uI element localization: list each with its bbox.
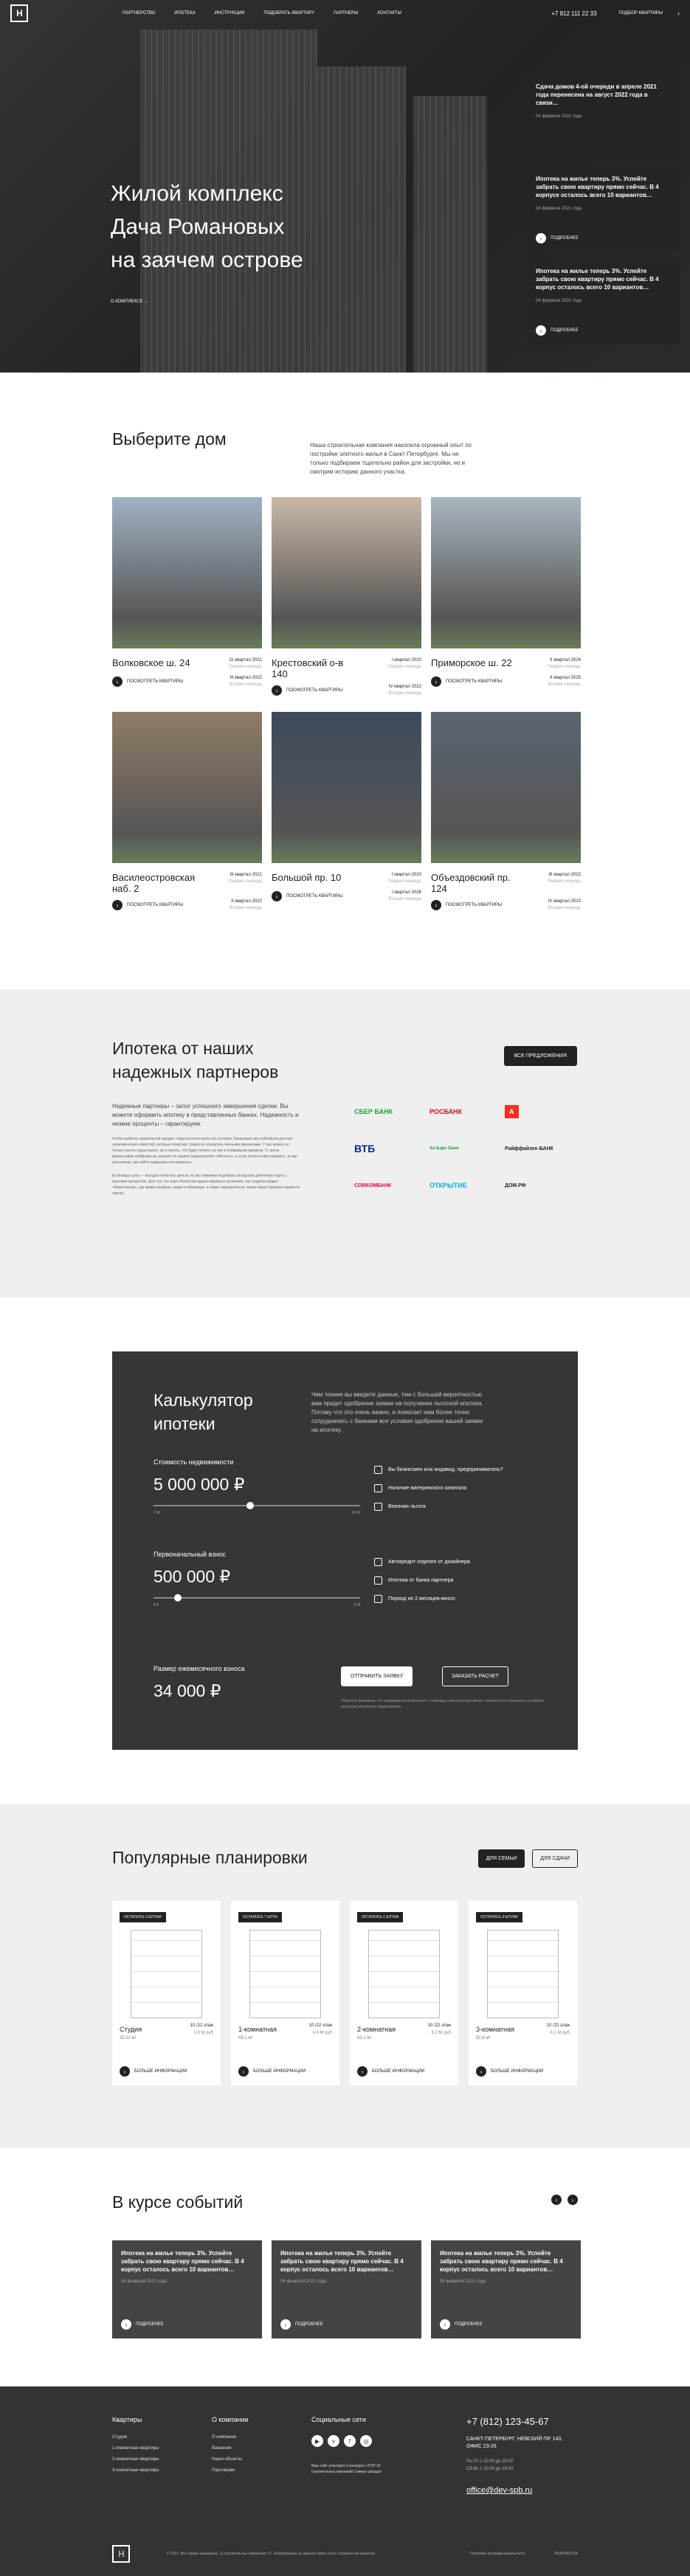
house-dates: II квартал 2024 Первая очередь [547, 658, 581, 669]
house-photo[interactable] [272, 497, 421, 648]
arrow-right-icon[interactable]: › [121, 2319, 131, 2330]
nav-item[interactable]: ИПОТЕКА [174, 11, 196, 15]
more-info-link[interactable]: БОЛЬШЕ ИНФОРМАЦИИ [253, 2069, 306, 2074]
popular-plans-section [0, 1804, 690, 2148]
more-info-link[interactable]: БОЛЬШЕ ИНФОРМАЦИИ [491, 2069, 544, 2074]
arrow-right-icon[interactable]: › [431, 900, 441, 910]
footer [0, 2386, 690, 2576]
price-value: 5 000 000 ₽ [153, 1475, 245, 1494]
bank-logo[interactable]: РОСБАНК [429, 1108, 463, 1115]
house-photo[interactable] [112, 497, 262, 648]
house-name: Василеостровская наб. 2 [112, 872, 196, 894]
house-dates: I квартал 2020 Первая очередь [387, 873, 421, 884]
house-dates: III квартал 2021 Первая очередь [228, 873, 262, 884]
section-title: Популярные планировки [112, 1848, 308, 1867]
view-apartments-link[interactable]: ПОСМОТРЕТЬ КВАРТИРЫ [446, 903, 503, 907]
footer-link[interactable]: Вакансии [212, 2446, 232, 2451]
house-dates: III квартал 2022 Первая очередь [547, 873, 581, 884]
arrow-right-icon[interactable]: › [120, 2066, 130, 2077]
arrow-right-icon[interactable]: › [357, 2066, 368, 2077]
privacy-link[interactable]: Политика конфиденциальности [470, 2552, 525, 2556]
payment-value: 34 000 ₽ [153, 1681, 221, 1700]
plan-card[interactable] [469, 1901, 577, 2085]
arrow-left-icon[interactable]: ‹ [551, 2195, 562, 2205]
tab-rent[interactable]: ДЛЯ СДАЧИ [532, 1849, 578, 1868]
footer-link[interactable]: Наши объекты [212, 2457, 242, 2462]
top-nav [0, 0, 690, 27]
section-lead: Наша строительная компания накопила огромный опыт по постройке элитного жилья в Санкт-Петербурге. Мы не только подбираем тщательно район для застройки, но и смотрим историю данного участка. [310, 442, 472, 475]
floor-plan-image[interactable] [368, 1930, 440, 2018]
plan-floor: 10 /22 этаж 6.2 М руб [427, 2023, 451, 2035]
bank-logo[interactable]: СОВКОМБАНК [354, 1183, 392, 1188]
house-card[interactable]: Большой пр. 10 I квартал 2020 Первая очередь › ПОСМОТРЕТЬ КВАРТИРЫ I квартал 2026 Вторая очередь [272, 712, 421, 912]
bank-logo[interactable]: Ак Барс Банк [429, 1146, 459, 1151]
nav-item[interactable]: ПОДОБРАТЬ КВАРТИРУ [263, 11, 315, 15]
house-dates: 11 квартал 2021 Первая очередь [228, 658, 262, 669]
plan-area: 55,1 м² [357, 2036, 372, 2040]
footer-link[interactable]: Партнерам [212, 2468, 235, 2473]
fee-slider[interactable] [153, 1597, 360, 1599]
news-card[interactable]: Ипотека на жилье теперь 3%. Успейте забрать свою квартиру прямо сейчас. В 4 корпусе осталось всего 10 вариантов… 04 февраля 2021 года › ПОДРОБНЕЕ [527, 166, 680, 252]
plan-floor: 10 /22 этаж 3.9 М руб [190, 2023, 213, 2035]
view-apartments-link[interactable]: ПОСМОТРЕТЬ КВАРТИРЫ [286, 894, 343, 899]
arrow-right-icon[interactable]: › [272, 685, 282, 696]
event-title: Ипотека на жилье теперь 3%. Успейте забрать свою квартиру прямо сейчас. В 4 корпус осталось всего 10 вариантов… [440, 2250, 563, 2273]
footer-social: Социальные сети ▶ v f ◎ Ваш сайт участвует в конкурсе «ТОП-10 строительных компаний Северо-запада» [311, 2416, 444, 2482]
arrow-right-icon[interactable]: › [112, 900, 123, 910]
chevron-right-icon[interactable]: › [677, 10, 680, 17]
arrow-right-icon[interactable]: › [272, 891, 282, 901]
logo[interactable]: H [10, 4, 28, 22]
floor-plan-image[interactable] [249, 1930, 321, 2018]
mortgage-section [0, 989, 690, 1298]
footer-apartments: Квартиры Студии 1-комнатные квартиры 2-комнатные квартиры 3-комнатные квартиры [112, 2416, 212, 2482]
checkbox[interactable]: Военная льгота [374, 1503, 426, 1511]
event-title: Ипотека на жилье теперь 3%. Успейте забрать свою квартиру прямо сейчас. В 4 корпус осталось всего 10 вариантов… [121, 2250, 244, 2273]
floor-plan-image[interactable] [487, 1930, 559, 2018]
event-date: 04 февраля 2021 года [280, 2279, 327, 2284]
nav-item[interactable]: ПАРТНЕРЫ [334, 11, 359, 15]
section-title: В курсе событий [112, 2192, 244, 2212]
calculator-note: Обратите внимание, что предварительный расчет с помощью калькулятора может отличаться от реальных условий и расходов ипотечного предложения. [341, 1699, 545, 1709]
arrow-right-icon: → [144, 300, 149, 304]
house-photo[interactable] [431, 712, 581, 863]
mortgage-text: Надежные партнеры – залог успешного завершения сделки. Вы можете оформить ипотеку в представленных банках. Надежность и низкие проценты – гарантируем. [112, 1103, 299, 1127]
arrow-right-icon[interactable]: › [567, 2195, 578, 2205]
checkbox[interactable]: Наличие материнского капитала [374, 1484, 466, 1492]
checkbox[interactable]: Период не 2 месяцев-много [374, 1595, 455, 1603]
footer-contacts [466, 2416, 577, 2495]
view-apartments-link[interactable]: ПОСМОТРЕТЬ КВАРТИРЫ [446, 679, 503, 684]
pick-apartment-link[interactable]: ПОДБОР КВАРТИРЫ [618, 11, 663, 15]
view-apartments-link[interactable]: ПОСМОТРЕТЬ КВАРТИРЫ [127, 679, 184, 684]
arrow-right-icon[interactable]: › [476, 2066, 486, 2077]
footer-hours: Пн-Пт с 10:00 до 20:00 Сб-Вс с 10:00 до 18:00 [466, 2459, 514, 2471]
event-date: 04 февраля 2021 года [121, 2279, 168, 2284]
bank-logo[interactable]: ОТКРЫТИЕ [429, 1182, 467, 1189]
plan-card[interactable] [112, 1901, 221, 2085]
event-card[interactable] [272, 2240, 421, 2338]
nav-item[interactable]: ИНСТРУКЦИИ [214, 11, 245, 15]
house-photo[interactable] [112, 712, 262, 863]
nav-item[interactable]: ПАРТНЕРСТВО [123, 11, 156, 15]
footer-link[interactable]: 2-комнатные квартиры [112, 2457, 159, 2462]
hero-news [527, 74, 680, 350]
house-name: Большой пр. 10 [272, 872, 342, 883]
plan-area: 43,1 м² [238, 2036, 253, 2040]
house-name: Крестовский о-в 140 [272, 657, 344, 679]
arrow-right-icon: › [536, 233, 546, 243]
all-offers-button[interactable]: ВСЕ ПРЕДЛОЖЕНИЯ [504, 1046, 577, 1066]
remaining-badge: ОСТАЛОСЬ 3 ШТУКИ [120, 1912, 166, 1922]
event-card[interactable] [112, 2240, 262, 2338]
arrow-right-icon[interactable]: › [112, 676, 123, 687]
checkbox[interactable]: Вы бизнесмен или индивид. предприниматель? [374, 1466, 503, 1474]
house-card[interactable]: Волковское ш. 24 11 квартал 2021 Первая очередь › ПОСМОТРЕТЬ КВАРТИРЫ III квартал 2022 Вторая очередь [112, 497, 262, 697]
plan-name: 1-комнатная [238, 2026, 277, 2033]
header-phone[interactable]: +7 812 111 22 33 [551, 10, 597, 17]
nav-item[interactable]: КОНТАКТЫ [377, 11, 401, 15]
calculator-section [0, 1298, 690, 1804]
bank-logo[interactable]: Райффайзен БАНК [505, 1146, 553, 1152]
footer-email[interactable]: office@dev-spb.ru [466, 2486, 533, 2495]
calculator-lead: Чем точнее вы введете данные, тем с большей вероятностью вам придет одобрение заявки на получение льготной ипотеки. Потому что это очень важно, и помогает нам более точно сотрудничать с банками все условия одобрения вашей заявки на ипотеку. [311, 1391, 483, 1433]
footer-link[interactable]: 3-комнатные квартиры [112, 2468, 159, 2473]
plan-name: 2-комнатная [357, 2026, 396, 2033]
vk-icon[interactable]: v [328, 2435, 339, 2447]
mortgage-calculator [112, 1351, 578, 1750]
checkbox[interactable]: Автокредит отделен от дизайнера [374, 1558, 470, 1566]
plan-area: 82,8 м² [476, 2036, 491, 2040]
footer-address: САНКТ-ПЕТЕРБУРГ, НЕВСКИЙ ПР. 140, ОФИС 23-26 [466, 2437, 563, 2449]
arrow-right-icon[interactable]: › [440, 2319, 450, 2330]
youtube-icon[interactable]: ▶ [311, 2435, 323, 2447]
section-title: Ипотека от наших надежных партнеров [112, 1039, 279, 1081]
footer-link[interactable]: О компании [212, 2435, 237, 2440]
more-info-link[interactable]: БОЛЬШЕ ИНФОРМАЦИИ [134, 2069, 187, 2074]
event-title: Ипотека на жилье теперь 3%. Успейте забрать свою квартиру прямо сейчас. В 4 корпус осталось всего 10 вариантов… [280, 2250, 404, 2273]
send-request-button[interactable]: ОТПРАВИТЬ ЗАЯВКУ [341, 1666, 413, 1686]
house-photo[interactable] [272, 712, 421, 863]
event-card[interactable] [431, 2240, 581, 2338]
bank-logo[interactable]: А [505, 1104, 580, 1120]
bank-logo[interactable]: ВТБ [354, 1143, 376, 1154]
view-apartments-link[interactable]: ПОСМОТРЕТЬ КВАРТИРЫ [286, 688, 343, 693]
plan-name: Студия [120, 2026, 142, 2033]
fee-value: 500 000 ₽ [153, 1567, 231, 1586]
order-calculation-button[interactable]: ЗАКАЗАТЬ РАСЧЕТ [442, 1666, 508, 1686]
choose-house-section [0, 373, 690, 989]
bank-logo[interactable]: ДОМ.РФ [505, 1183, 526, 1188]
view-apartments-link[interactable]: ПОСМОТРЕТЬ КВАРТИРЫ [127, 903, 184, 907]
copyright: © 2021. Все права защищены. О строительных компаниях ТГ. Информация на данном сайте носит справочный характер. [167, 2552, 376, 2556]
house-name: Приморское ш. 22 [431, 657, 512, 668]
developer-link[interactable]: РАЗРАБОТКА [553, 2552, 578, 2556]
footer-link[interactable]: Студии [112, 2435, 128, 2440]
instagram-icon[interactable]: ◎ [360, 2435, 372, 2447]
bank-logo[interactable]: СБЕР БАНК [354, 1108, 393, 1115]
contest-note: Ваш сайт участвует в конкурсе «ТОП-10 строительных компаний Северо-запада» [311, 2464, 382, 2474]
arrow-right-icon[interactable]: › [280, 2319, 291, 2330]
remaining-badge: ОСТАЛОСЬ 7 ШТУК [238, 1912, 282, 1922]
news-card[interactable]: Сдача домов 4-ой очереди в апреле 2021 года перенесена на август 2022 года в связи… 04 февраля 2021 года [527, 74, 680, 160]
footer-logo[interactable]: H [112, 2545, 130, 2563]
mortgage-small-text: Чтобы выбрать правильный продукт, недостаточно знать его условия. Ежедневно мы публикуем десятки экономических новостей, которые помогают грамотно управлять личными финансами. У нас можно не только узнать курсы валют, но и понять, что будет влиять на них в ближайшем времени. О своем финансовом лайфхаке вы узнаете из нашего видеопроекта «Монеты», а если хотите инвестировать, то мы расскажем, где найти надежные инструменты. [112, 1137, 297, 1165]
mortgage-small-text: Если вашу цену — выгодно оплатить деньги, то мы поможем подобрать вклад или дебетовую карту с высоким процентом. Для тех, кто ищет более выгодные варианты вложения, мы создали раздел «Инвестиции», где можно выбрать акции и облигации, а также определиться, через какого брокера привести сделку. [112, 1174, 300, 1196]
facebook-icon[interactable]: f [344, 2435, 356, 2447]
footer-link[interactable]: 1-комнатные квартиры [112, 2446, 159, 2451]
tab-family[interactable]: ДЛЯ СЕМЬИ [478, 1849, 525, 1868]
events-section [0, 2148, 690, 2386]
plan-floor: 10 /22 этаж 4.8 М руб [308, 2023, 332, 2035]
checkbox[interactable]: Ипотека от банка партнера [374, 1576, 453, 1585]
section-title: Выберите дом [112, 429, 227, 449]
house-card[interactable]: Приморское ш. 22 II квартал 2024 Первая очередь › ПОСМОТРЕТЬ КВАРТИРЫ II квартал 2025 Вторая очередь [431, 497, 581, 697]
house-name: Волковское ш. 24 [112, 657, 190, 668]
plan-card[interactable] [350, 1901, 458, 2085]
more-info-link[interactable]: БОЛЬШЕ ИНФОРМАЦИИ [372, 2069, 425, 2074]
floor-plan-image[interactable] [131, 1930, 202, 2018]
about-complex-link[interactable]: О КОМПЛЕКСЕ → [111, 300, 149, 304]
house-card[interactable]: Василеостровская наб. 2 III квартал 2021 Первая очередь › ПОСМОТРЕТЬ КВАРТИРЫ II квартал 2022 Вторая очередь [112, 712, 262, 912]
remaining-badge: ОСТАЛОСЬ 1 ШТУКА [357, 1912, 403, 1922]
remaining-badge: ОСТАЛОСЬ 3 ШТУКИ [476, 1912, 522, 1922]
bank-logos [354, 1104, 580, 1194]
details-link[interactable]: ПОДРОБНЕЕ [295, 2322, 323, 2327]
price-field: Стоимость недвижимости 5 000 000 ₽ 1 М 10 М [153, 1458, 360, 1515]
details-link[interactable]: ПОДРОБНЕЕ [136, 2322, 164, 2327]
house-card[interactable]: Крестовский о-в 140 I квартал 2020 Первая очередь › ПОСМОТРЕТЬ КВАРТИРЫ IV квартал 2022 Вторая очередь [272, 497, 421, 697]
house-name: Объездовский пр. 124 [431, 872, 511, 894]
house-dates: I квартал 2020 Первая очередь [387, 658, 421, 669]
arrow-right-icon[interactable]: › [238, 2066, 249, 2077]
news-card[interactable]: Ипотека на жилье теперь 3%. Успейте забрать свою квартиру прямо сейчас. В 4 корпус осталось всего 10 вариантов… 04 февраля 2021 года › ПОДРОБНЕЕ [527, 258, 680, 344]
event-date: 04 февраля 2021 года [440, 2279, 486, 2284]
plan-card[interactable] [231, 1901, 339, 2085]
details-link[interactable]: ПОДРОБНЕЕ [455, 2322, 483, 2327]
arrow-right-icon: › [536, 325, 546, 336]
plan-area: 32,12 м² [120, 2036, 137, 2040]
footer-company: О компании О компании Вакансии Наши объекты Партнерам [212, 2416, 311, 2482]
hero [0, 0, 690, 373]
plan-floor: 10 /22 этаж 8.1 М руб [546, 2023, 570, 2035]
calculator-title: Калькулятор ипотеки [153, 1391, 253, 1433]
plan-name: 3-комнатная [476, 2026, 514, 2033]
fee-field: Первоначальный взнос 500 000 ₽ 0 ₽ 5 М [153, 1551, 360, 1607]
house-card[interactable]: Объездовский пр. 124 III квартал 2022 Первая очередь › ПОСМОТРЕТЬ КВАРТИРЫ IV квартал 2023 Вторая очередь [431, 712, 581, 912]
hero-title: Жилой комплекс Дача Романовых на заячем острове [111, 181, 303, 272]
house-photo[interactable] [431, 497, 581, 648]
arrow-right-icon[interactable]: › [431, 676, 441, 687]
price-slider[interactable] [153, 1505, 360, 1506]
footer-phone[interactable]: +7 (812) 123-45-67 [466, 2416, 549, 2427]
payment-field: Размер ежемесячного взноса 34 000 ₽ [153, 1665, 360, 1701]
